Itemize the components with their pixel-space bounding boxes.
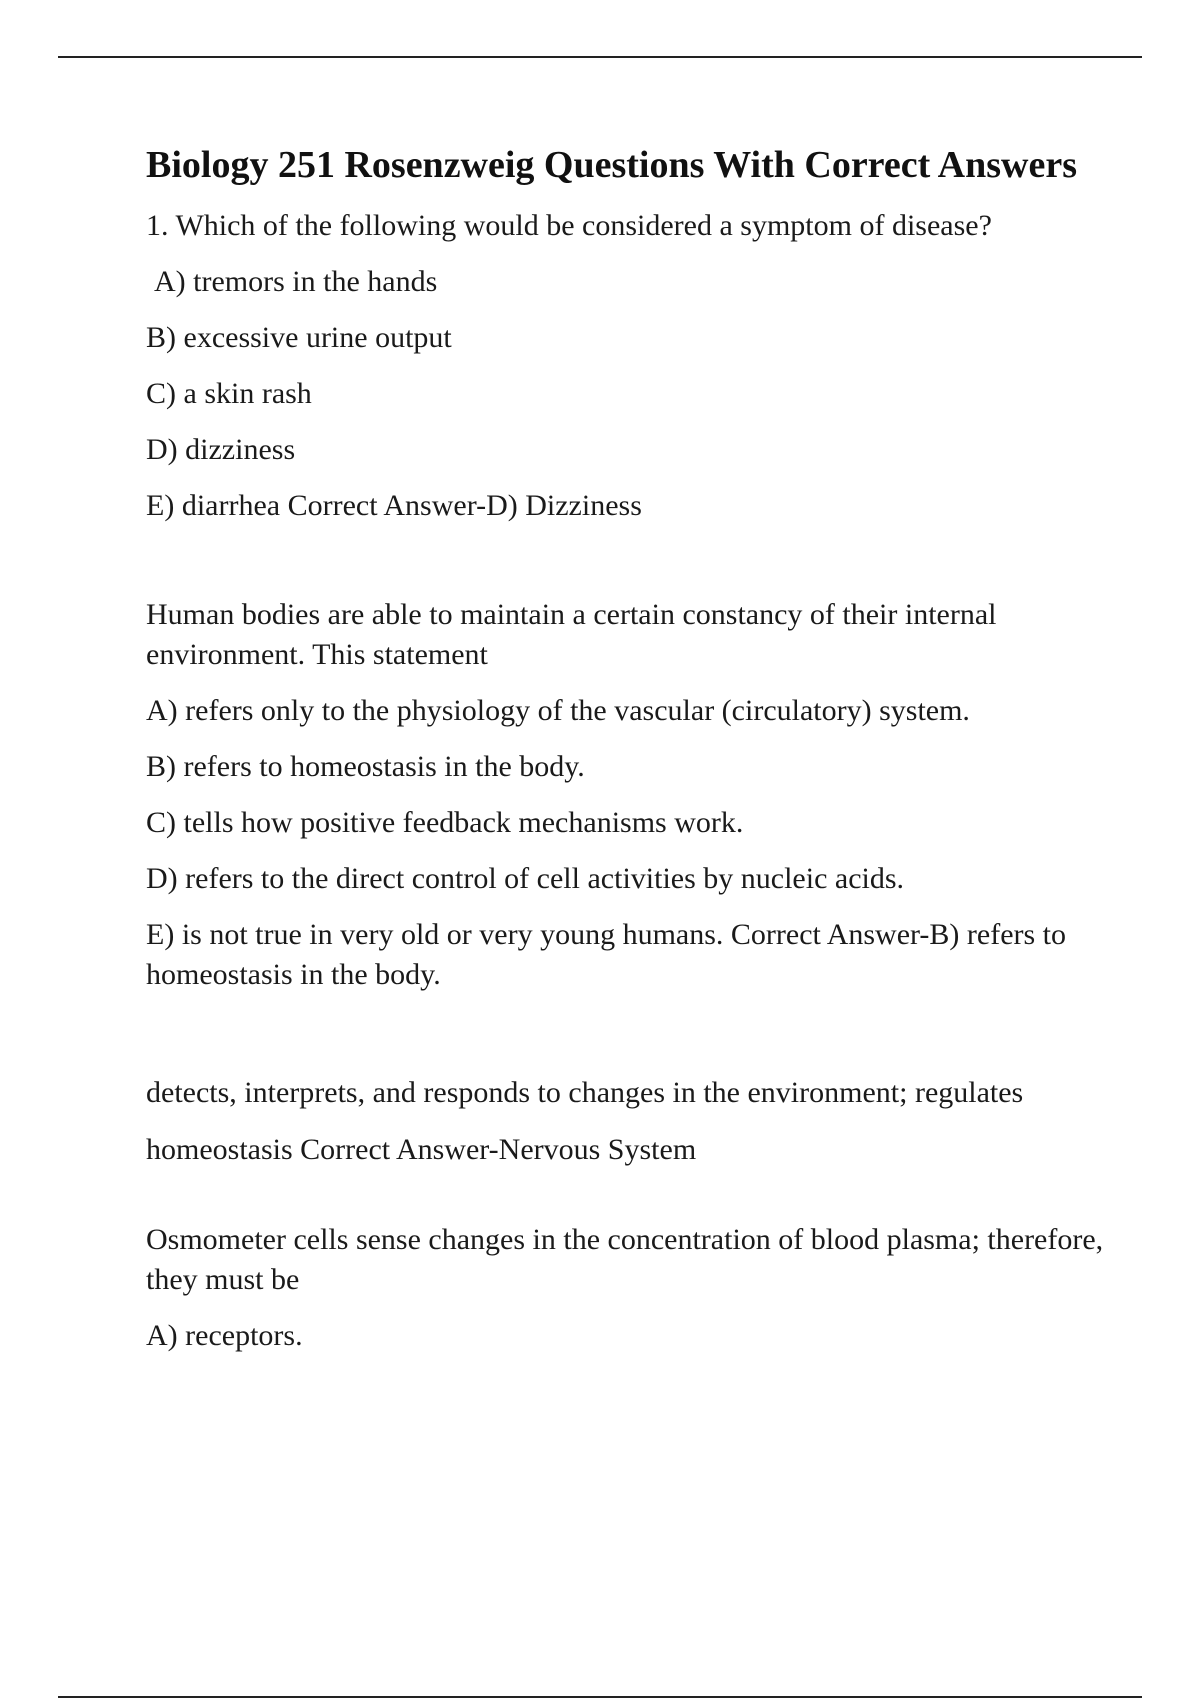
question-3-line-2: homeostasis Correct Answer-Nervous System (146, 1133, 697, 1166)
spacer (146, 1011, 1106, 1064)
question-2-text: Human bodies are able to maintain a certain constancy of their internal environment. This statement (146, 598, 997, 671)
question-1 (146, 206, 1106, 526)
question-1-option-d: D) dizziness (146, 433, 296, 466)
top-rule (58, 56, 1142, 58)
question-1-option-e: E) diarrhea Correct Answer-D) Dizziness (146, 489, 642, 522)
question-2 (146, 595, 1106, 995)
document-title: Biology 251 Rosenzweig Questions With Correct Answers (146, 144, 1077, 186)
document-body (146, 140, 1106, 1372)
question-4-option-a: A) receptors. (146, 1319, 303, 1352)
question-3 (146, 1064, 1106, 1178)
question-1-option-a: A) tremors in the hands (154, 265, 438, 298)
spacer (146, 1178, 1106, 1220)
question-2-option-e: E) is not true in very old or very young humans. Correct Answer-B) refers to homeostasis in the body. (146, 918, 1067, 991)
question-1-option-b: B) excessive urine output (146, 321, 452, 354)
question-1-text: 1. Which of the following would be considered a symptom of disease? (146, 209, 992, 242)
question-2-option-a: A) refers only to the physiology of the vascular (circulatory) system. (146, 694, 970, 727)
bottom-rule (58, 1696, 1142, 1698)
question-2-option-d: D) refers to the direct control of cell activities by nucleic acids. (146, 862, 905, 895)
question-4 (146, 1220, 1106, 1356)
question-2-option-c: C) tells how positive feedback mechanisms work. (146, 806, 744, 839)
question-4-text: Osmometer cells sense changes in the concentration of blood plasma; therefore, they must be (146, 1223, 1104, 1296)
question-2-option-b: B) refers to homeostasis in the body. (146, 750, 585, 783)
question-1-option-c: C) a skin rash (146, 377, 312, 410)
spacer (146, 542, 1106, 595)
question-3-line-1: detects, interprets, and responds to changes in the environment; regulates (146, 1076, 1024, 1109)
